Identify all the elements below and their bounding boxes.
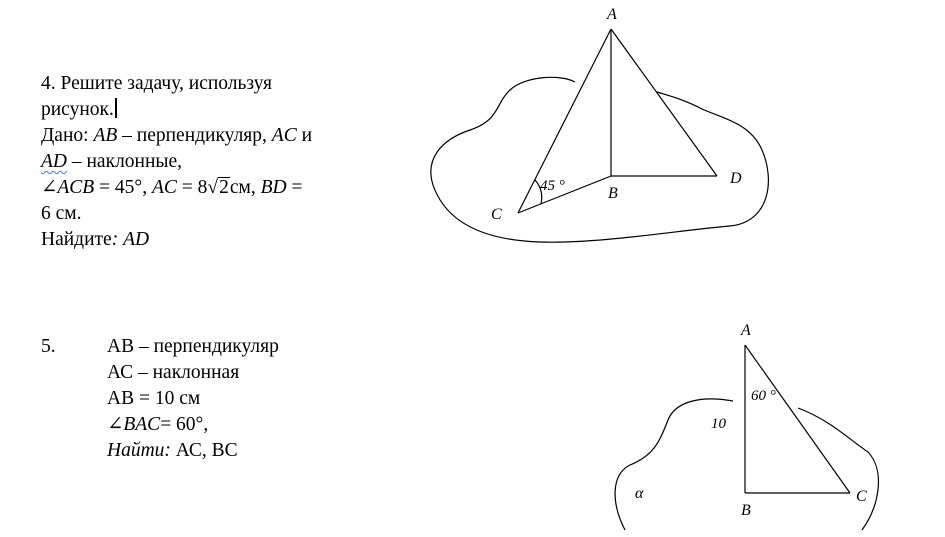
angle-acb: ACB — [57, 177, 95, 198]
segment-ab: AB — [93, 125, 118, 146]
segment-ad-line — [611, 29, 717, 176]
segment-ac-line — [745, 345, 850, 493]
vertex-c-label: C — [856, 488, 867, 505]
given-inclined: АС – наклонная — [107, 362, 240, 383]
vertex-a-label: A — [607, 6, 617, 23]
plane-outline-right — [798, 408, 878, 530]
angle-symbol: ∠ — [107, 414, 124, 435]
task-text-cont: рисунок. — [41, 99, 114, 120]
given-label: Дано: — [41, 125, 89, 146]
angle-name: BAC — [123, 414, 161, 435]
angle-label: 60 ° — [751, 388, 776, 404]
task-text: Решите задачу, используя — [60, 73, 272, 94]
vertex-c-label: C — [491, 206, 502, 223]
problem-number: 4. — [41, 73, 56, 94]
segment-ac: AC — [271, 125, 297, 146]
bd-label: BD — [260, 177, 287, 198]
vertex-a-label: A — [741, 322, 751, 339]
and-text: и — [301, 125, 313, 146]
vertex-b-label: B — [741, 502, 751, 519]
vertex-d-label: D — [730, 170, 742, 187]
segment-ad: AD — [41, 151, 67, 172]
find-target: : AD — [111, 229, 150, 250]
given-perpendicular: АВ – перпендикуляр — [107, 336, 279, 357]
ac-unit: см, — [229, 177, 256, 198]
inclined-text: – наклонные, — [71, 151, 183, 172]
given-length: АВ = 10 см — [107, 388, 201, 409]
sqrt-radicand: 2 — [219, 177, 229, 198]
ac-equals: = 8 — [181, 177, 208, 198]
problem-number: 5. — [41, 336, 56, 357]
angle-value: = 45°, — [99, 177, 148, 198]
find-label: Найти: — [107, 440, 171, 461]
plane-alpha-label: α — [635, 485, 644, 502]
find-label: Найдите — [41, 229, 112, 250]
perp-text: – перпендикуляр, — [122, 125, 267, 146]
angle-label: 45 ° — [540, 178, 565, 194]
ac-label: AC — [151, 177, 177, 198]
sqrt-symbol: √ — [207, 177, 219, 198]
vertex-b-label: B — [608, 185, 618, 202]
side-length-label: 10 — [711, 416, 726, 432]
angle-symbol: ∠ — [41, 177, 58, 198]
plane-outline — [431, 77, 769, 242]
find-target: АС, ВС — [175, 440, 238, 461]
bd-value: 6 см. — [41, 203, 82, 224]
figure-4 — [431, 29, 769, 242]
angle-value: = 60°, — [160, 414, 209, 435]
bd-equals: = — [291, 177, 303, 198]
